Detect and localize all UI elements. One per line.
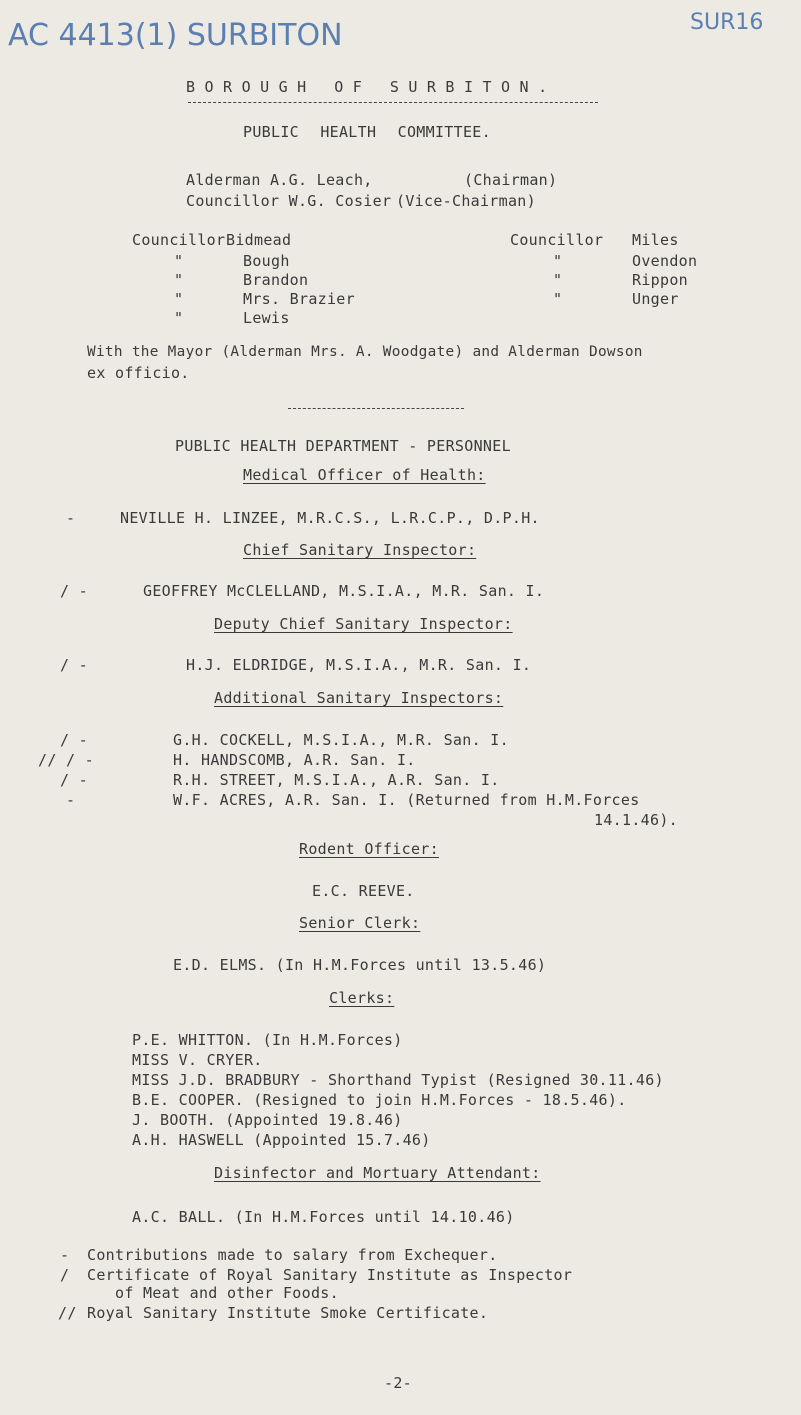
borough-title: BOROUGH OF SURBITON. — [186, 78, 557, 96]
senior-clerk-name: E.D. ELMS. (In H.M.Forces until 13.5.46) — [173, 956, 547, 974]
member-prefix: Councillor — [132, 231, 226, 249]
vice-chairman-name: Councillor W.G. Cosier — [186, 192, 392, 210]
certificate-mark: / - — [60, 582, 88, 600]
clerk-entry: J. BOOTH. (Appointed 19.8.46) — [132, 1111, 403, 1129]
member-name: Lewis — [243, 309, 290, 327]
asi-entry: W.F. ACRES, A.R. San. I. (Returned from H.M.Forces — [173, 791, 640, 809]
rodent-heading: Rodent Officer: — [299, 840, 439, 858]
exchequer-mark: - — [66, 509, 76, 527]
note-exchequer: Contributions made to salary from Exchequer. — [87, 1246, 498, 1264]
chairman-role: (Chairman) — [464, 171, 558, 189]
disinfector-name: A.C. BALL. (In H.M.Forces until 14.10.46) — [132, 1208, 515, 1226]
ex-officio-line-1: With the Mayor (Alderman Mrs. A. Woodgate) and Alderman Dowson — [87, 344, 643, 360]
member-name: Mrs. Brazier — [243, 290, 355, 308]
asi-entry-continued: 14.1.46). — [594, 811, 678, 829]
ditto-mark: " — [553, 290, 563, 308]
ditto-mark: " — [553, 271, 563, 289]
csi-name: GEOFFREY McCLELLAND, M.S.I.A., M.R. San. I. — [143, 582, 545, 600]
clerks-heading: Clerks: — [329, 989, 395, 1007]
personnel-heading: PUBLIC HEALTH DEPARTMENT - PERSONNEL — [175, 437, 511, 455]
certificate-mark: / - — [60, 656, 88, 674]
dcsi-heading: Deputy Chief Sanitary Inspector: — [214, 615, 513, 633]
senior-clerk-heading: Senior Clerk: — [299, 914, 421, 932]
clerk-entry: P.E. WHITTON. (In H.M.Forces) — [132, 1031, 403, 1049]
asi-heading: Additional Sanitary Inspectors: — [214, 689, 504, 707]
clerk-entry: A.H. HASWELL (Appointed 15.7.46) — [132, 1131, 431, 1149]
ditto-mark: " — [174, 252, 184, 270]
handwritten-reference: AC 4413(1) SURBITON — [8, 18, 343, 53]
note-certificate: Certificate of Royal Sanitary Institute as Inspector — [87, 1266, 573, 1284]
ditto-mark: " — [174, 309, 184, 327]
member-name: Bidmead — [226, 231, 292, 249]
member-name: Rippon — [632, 271, 688, 289]
note-smoke-certificate: Royal Sanitary Institute Smoke Certificate. — [87, 1304, 489, 1322]
ditto-mark: " — [174, 290, 184, 308]
note-symbol: / — [60, 1266, 70, 1284]
csi-heading: Chief Sanitary Inspector: — [243, 541, 477, 559]
member-name: Brandon — [243, 271, 309, 289]
certificate-mark: / - — [60, 731, 88, 749]
asi-entry: R.H. STREET, M.S.I.A., A.R. San. I. — [173, 771, 500, 789]
certificate-mark: / - — [60, 771, 88, 789]
title-divider — [188, 102, 598, 103]
dcsi-name: H.J. ELDRIDGE, M.S.I.A., M.R. San. I. — [186, 656, 532, 674]
moh-name: NEVILLE H. LINZEE, M.R.C.S., L.R.C.P., D.P.H. — [120, 509, 540, 527]
page-number: -2- — [384, 1374, 412, 1392]
member-name: Ovendon — [632, 252, 698, 270]
handwritten-code: SUR16 — [690, 10, 764, 35]
rodent-name: E.C. REEVE. — [312, 882, 415, 900]
clerk-entry: B.E. COOPER. (Resigned to join H.M.Forces - 18.5.46). — [132, 1091, 627, 1109]
asi-entry: G.H. COCKELL, M.S.I.A., M.R. San. I. — [173, 731, 509, 749]
note-symbol: // — [58, 1304, 77, 1322]
chairman-name: Alderman A.G. Leach, — [186, 171, 373, 189]
note-symbol: - — [60, 1246, 70, 1264]
ditto-mark: " — [174, 271, 184, 289]
member-name: Miles — [632, 231, 679, 249]
vice-chairman-role: (Vice-Chairman) — [396, 192, 536, 210]
asi-entry: H. HANDSCOMB, A.R. San. I. — [173, 751, 416, 769]
clerk-entry: MISS V. CRYER. — [132, 1051, 263, 1069]
smoke-certificate-mark: // / - — [38, 751, 94, 769]
disinfector-heading: Disinfector and Mortuary Attendant: — [214, 1164, 541, 1182]
committee-title: PUBLIC HEALTH COMMITTEE. — [243, 123, 491, 141]
exchequer-mark: - — [66, 791, 76, 809]
member-name: Bough — [243, 252, 290, 270]
ditto-mark: " — [553, 252, 563, 270]
ex-officio-line-2: ex officio. — [87, 364, 190, 382]
member-name: Unger — [632, 290, 679, 308]
member-prefix: Councillor — [510, 231, 604, 249]
note-certificate-continued: of Meat and other Foods. — [115, 1284, 339, 1302]
clerk-entry: MISS J.D. BRADBURY - Shorthand Typist (Resigned 30.11.46) — [132, 1071, 664, 1089]
section-divider — [288, 408, 464, 409]
moh-heading: Medical Officer of Health: — [243, 466, 486, 484]
